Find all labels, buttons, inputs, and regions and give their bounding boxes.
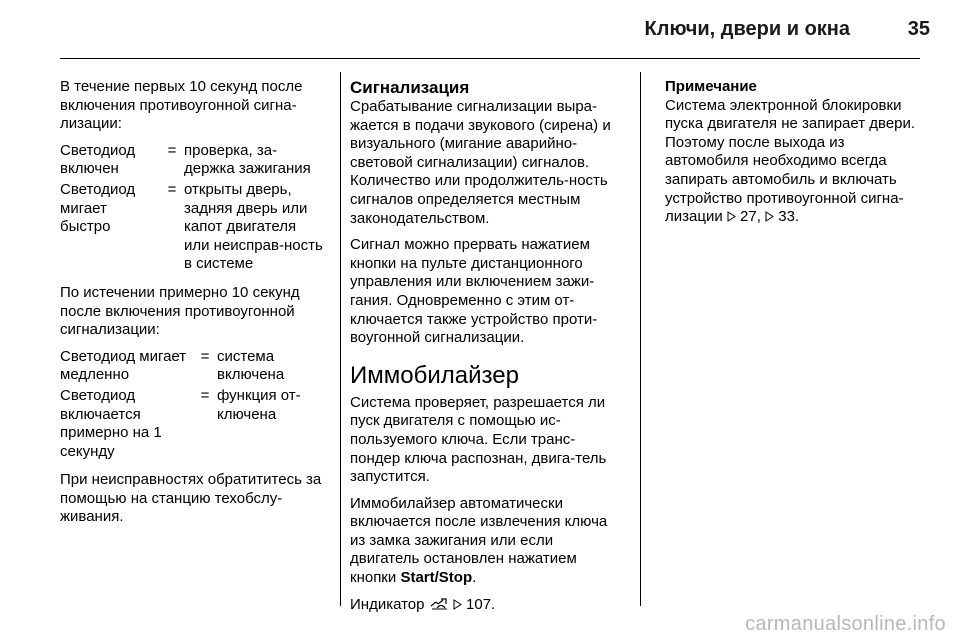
indicator-line xyxy=(350,596,625,615)
table-cell-left: Светодиод мигает быстро xyxy=(60,180,136,236)
column-divider-2 xyxy=(640,72,641,606)
header-title: Ключи, двери и окна xyxy=(644,18,850,40)
led-table-after-10s xyxy=(60,348,325,462)
table-cell-equals: = xyxy=(200,347,210,365)
table-cell-left: Светодиод мигает медленно xyxy=(60,347,187,384)
table-cell-equals: = xyxy=(167,141,177,159)
table-cell-equals: = xyxy=(200,386,210,404)
page-ref-arrow-icon xyxy=(453,599,462,610)
page-ref-arrow-icon xyxy=(727,211,736,222)
table-cell-left: Светодиод включается примерно на 1 секунду xyxy=(60,386,162,460)
table-cell-right: проверка, за-держка зажигания xyxy=(184,141,311,178)
header-rule xyxy=(60,58,920,59)
column-1 xyxy=(60,78,325,535)
indicator-label: Индикатор xyxy=(350,595,425,613)
page-ref-arrow-icon xyxy=(765,211,774,222)
after-10s-paragraph: По истечении примерно 10 секунд после включения противоугонной сигнализации: xyxy=(60,283,300,339)
immobilizer-text-end: . xyxy=(472,569,477,587)
indicator-page-ref[interactable]: 107. xyxy=(466,595,496,613)
column-2 xyxy=(350,78,625,622)
table-row xyxy=(60,387,325,461)
column-divider-1 xyxy=(340,72,341,606)
malfunction-paragraph: При неисправностях обратититесь за помощью на станцию техобслу-живания. xyxy=(60,471,322,526)
note-page-ref-1[interactable]: 27, xyxy=(740,208,761,226)
immobilizer-paragraph-2 xyxy=(350,495,625,588)
table-cell-right: система включена xyxy=(217,347,285,384)
alarm-heading: Сигнализация xyxy=(350,78,470,97)
immobilizer-heading: Иммобилайзер xyxy=(350,361,519,389)
note-page-ref-2[interactable]: 33. xyxy=(778,208,800,226)
immobilizer-paragraph-1: Система проверяет, разрешается ли пуск двигателя с помощью ис-пользуемого ключа. Если транс-пондер ключа распознан, двига-тель запустится. xyxy=(350,393,607,486)
table-row xyxy=(60,181,325,274)
table-cell-equals: = xyxy=(167,180,177,198)
table-cell-right: функция от-ключена xyxy=(217,386,301,423)
alarm-paragraph-1: Срабатывание сигнализации выра-жается в подачи звукового (сирена) и визуального (мигание аварийно-световой сигнализации) сигналов. Количество или продолжитель-ность сигналов определяется местным законодательством. xyxy=(350,98,611,227)
immobilizer-text: Иммобилайзер автоматически включается после извлечения ключа из замка зажигания или если двигатель остановлен нажатием кнопки xyxy=(350,494,608,587)
note-paragraph xyxy=(665,97,925,227)
table-cell-right: открыты дверь, задняя дверь или капот двигателя или неисправ-ность в системе xyxy=(184,180,323,273)
table-row xyxy=(60,348,325,385)
table-row xyxy=(60,142,325,179)
column-3 xyxy=(665,78,925,235)
alarm-paragraph-2: Сигнал можно прервать нажатием кнопки на пульте дистанционного управления или включением зажи-гания. Одновременно с этим от-ключается также устройство проти-воугонной сигнализации. xyxy=(350,236,598,347)
immobilizer-key-icon xyxy=(429,597,449,611)
note-heading: Примечание xyxy=(665,78,757,95)
led-table-first-10s xyxy=(60,142,325,274)
intro-paragraph: В течение первых 10 секунд после включения противоугонной сигна-лизации: xyxy=(60,78,303,133)
note-text: Система электронной блокировки пуска двигателя не запирает двери. Поэтому после выхода из автомобиля необходимо всегда запирать автомобиль и включать устройство противоугонной сигна-лизации xyxy=(665,96,916,226)
page-number: 35 xyxy=(907,18,930,40)
table-cell-left: Светодиод включен xyxy=(60,141,136,178)
watermark: carmanualsonline.info xyxy=(745,613,946,635)
start-stop-label: Start/Stop xyxy=(400,569,473,587)
